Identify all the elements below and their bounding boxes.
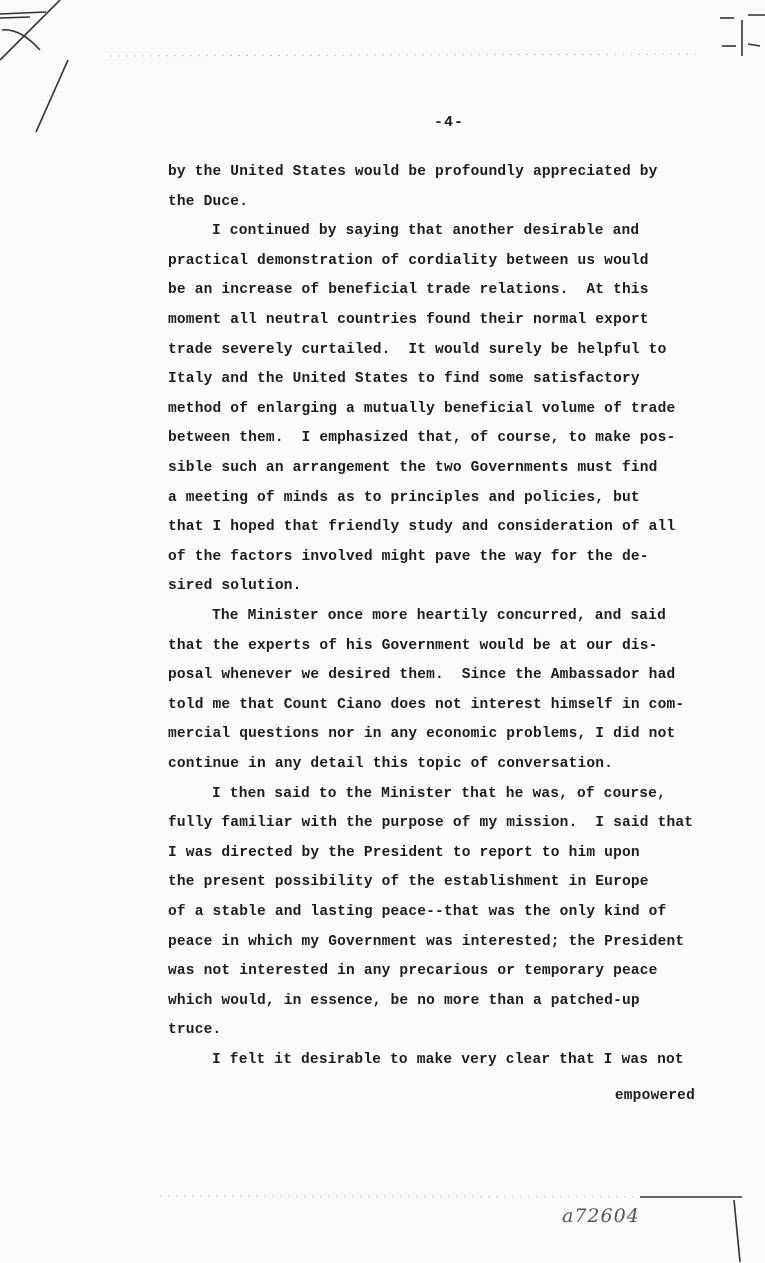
text-line: I then said to the Minister that he was, of course, — [212, 786, 666, 802]
text-line: a meeting of minds as to principles and policies, but — [168, 490, 640, 506]
text-line: posal whenever we desired them. Since the Ambassador had — [168, 667, 676, 683]
text-line: I felt it desirable to make very clear that I was not — [212, 1052, 684, 1068]
text-line: fully familiar with the purpose of my mission. I said that — [168, 815, 694, 831]
text-line: was not interested in any precarious or temporary peace — [168, 963, 658, 979]
text-line: I continued by saying that another desirable and — [212, 223, 640, 239]
text-line: moment all neutral countries found their normal export — [168, 312, 649, 328]
text-line: The Minister once more heartily concurred, and said — [212, 608, 666, 624]
text-line: practical demonstration of cordiality between us would — [168, 253, 649, 269]
text-line: sible such an arrangement the two Governments must find — [168, 460, 658, 476]
text-line: of the factors involved might pave the way for the de- — [168, 549, 649, 565]
text-line: truce. — [168, 1022, 222, 1038]
text-line: I was directed by the President to report to him upon — [168, 845, 640, 861]
text-line: that I hoped that friendly study and consideration of all — [168, 519, 676, 535]
text-line: of a stable and lasting peace--that was the only kind of — [168, 904, 667, 920]
text-line: mercial questions nor in any economic problems, I did not — [168, 726, 676, 742]
text-line: the Duce. — [168, 194, 249, 210]
text-line: continue in any detail this topic of conversation. — [168, 756, 614, 772]
text-line: trade severely curtailed. It would surely be helpful to — [168, 342, 667, 358]
text-line: the present possibility of the establishment in Europe — [168, 874, 649, 890]
page-number: -4- — [434, 114, 465, 131]
text-line: peace in which my Government was interested; the President — [168, 934, 685, 950]
text-line: sired solution. — [168, 578, 302, 594]
catchword: empowered — [614, 1088, 695, 1104]
handwritten-note: a72604 — [562, 1205, 640, 1227]
text-line: between them. I emphasized that, of course, to make pos- — [168, 430, 676, 446]
text-line: by the United States would be profoundly appreciated by — [168, 164, 658, 180]
text-line: that the experts of his Government would be at our dis- — [168, 638, 658, 654]
text-line: be an increase of beneficial trade relations. At this — [168, 282, 649, 298]
text-line: method of enlarging a mutually beneficial volume of trade — [168, 401, 676, 417]
text-line: Italy and the United States to find some satisfactory — [168, 371, 640, 387]
text-line: which would, in essence, be no more than a patched-up — [168, 993, 640, 1009]
text-line: told me that Count Ciano does not interest himself in com- — [168, 697, 685, 713]
